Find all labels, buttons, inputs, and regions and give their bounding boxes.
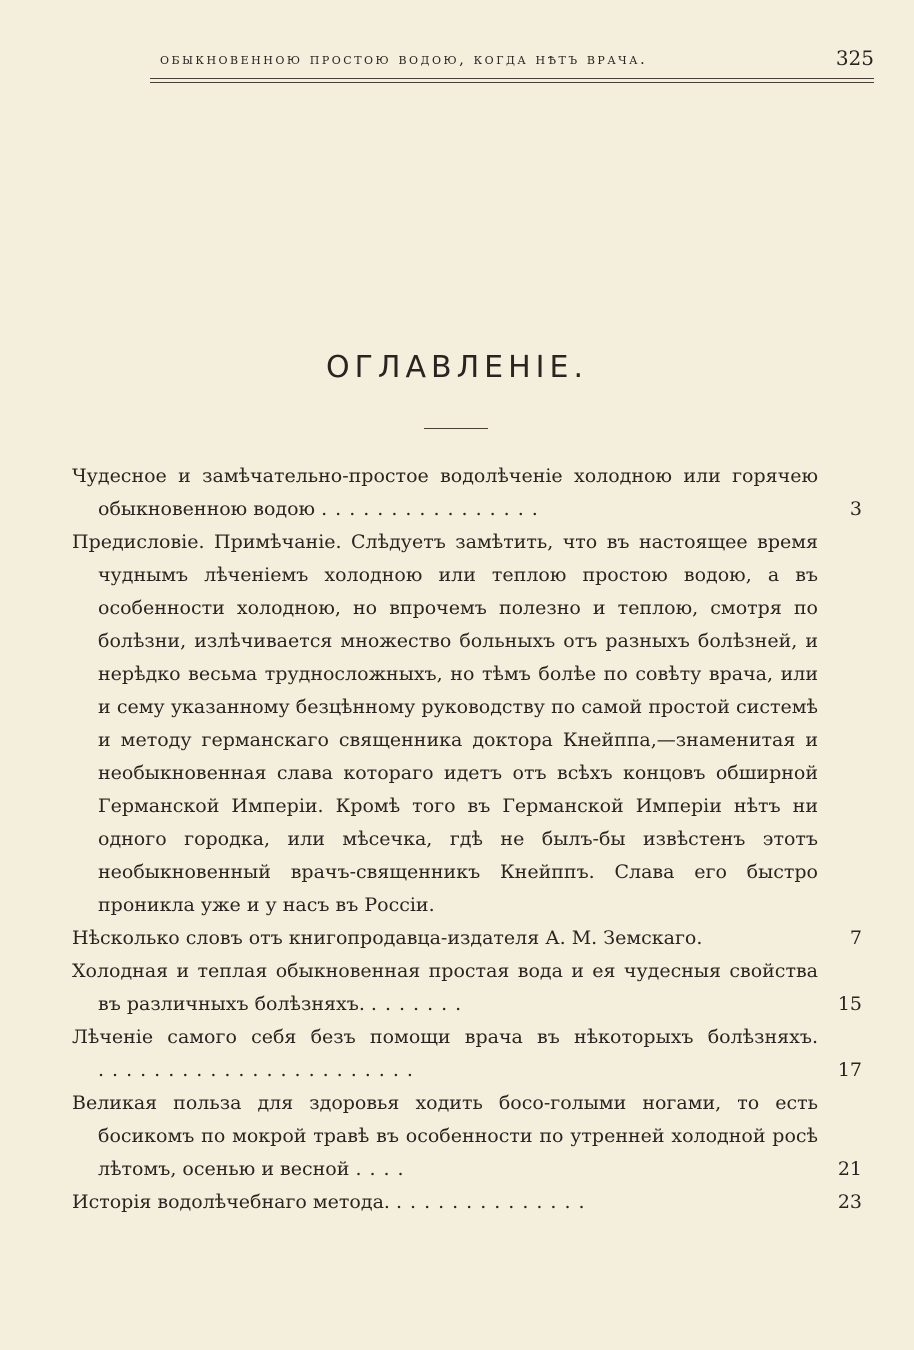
toc-entry: [72, 1021, 862, 1087]
toc-entry: [72, 526, 862, 922]
toc-leader-dots: .......: [370, 993, 470, 1015]
toc-page-number: 15: [837, 993, 862, 1015]
toc-page-number: 7: [849, 927, 862, 949]
toc-entry-text: Холодная и теплая обыкновенная простая вода и ея чудесныя свойства въ различныхъ болѣзняхъ.: [72, 960, 818, 1015]
toc-entry: [72, 1087, 862, 1186]
toc-leader-dots: ................: [321, 498, 546, 520]
toc-leader-dots: ....: [355, 1158, 412, 1180]
running-head: [150, 46, 874, 76]
toc-entry-text: Чудесное и замѣчательно-простое водолѣченіе холодною или горячею обыкновенною водою: [72, 465, 818, 520]
toc-entry-text: Исторія водолѣчебнаго метода.: [72, 1191, 390, 1213]
page-number: 325: [835, 46, 874, 70]
toc-page-number: 23: [837, 1191, 862, 1213]
toc-entry: [72, 1186, 862, 1219]
toc-entry-text: Нѣсколько словъ отъ книгопродавца-издателя А. М. Земскаго.: [72, 927, 703, 949]
toc-entry-text: Великая польза для здоровья ходить босо-голыми ногами, то есть босикомъ по мокрой травѣ въ особенности по утренней холодной росѣ лѣтомъ, осенью и весной: [72, 1092, 818, 1180]
toc-entry: [72, 955, 862, 1021]
toc-leader-dots: .......................: [98, 1059, 421, 1081]
header-rule-double: [150, 82, 874, 83]
toc-entry-text: Предисловіе. Примѣчаніе. Слѣдуетъ замѣтить, что въ настоящее время чуднымъ лѣченіемъ холодною или теплою простою водою, а въ особенности холодною, но впрочемъ полезно и теплою, смотря по болѣзни, излѣчивается множество больныхъ отъ разныхъ болѣзней, и нерѣдко весьма трудносложныхъ, но тѣмъ болѣе по совѣту врача, или и сему указанному безцѣнному руководству по самой простой системѣ и методу германскаго священника доктора Кнейппа,—знаменитая и необыкновенная слава котораго идетъ отъ всѣхъ концовъ обширной Германской Имперіи. Кромѣ того въ Германской Имперіи нѣтъ ни одного городка, или мѣсечка, гдѣ не былъ-бы извѣстенъ этотъ необыкновенный врачъ-священникъ Кнейппъ. Слава его быстро проникла уже и у насъ въ Россіи.: [72, 531, 818, 916]
toc-page-number: 21: [837, 1158, 862, 1180]
running-head-text: обыкновенною простою водою, когда нѣтъ врача.: [160, 50, 648, 68]
toc-page-number: 17: [837, 1059, 862, 1081]
table-of-contents: [72, 460, 862, 1219]
page-title: ОГЛАВЛЕНІЕ.: [326, 350, 588, 385]
toc-entry-text: Лѣченіе самого себя безъ помощи врача въ нѣкоторыхъ болѣзняхъ.: [72, 1026, 818, 1048]
toc-entry: [72, 460, 862, 526]
toc-leader-dots: ..............: [395, 1191, 593, 1213]
title-divider: [424, 428, 488, 429]
header-rule: [150, 78, 874, 79]
toc-page-number: 3: [849, 498, 862, 520]
toc-entry: [72, 922, 862, 955]
